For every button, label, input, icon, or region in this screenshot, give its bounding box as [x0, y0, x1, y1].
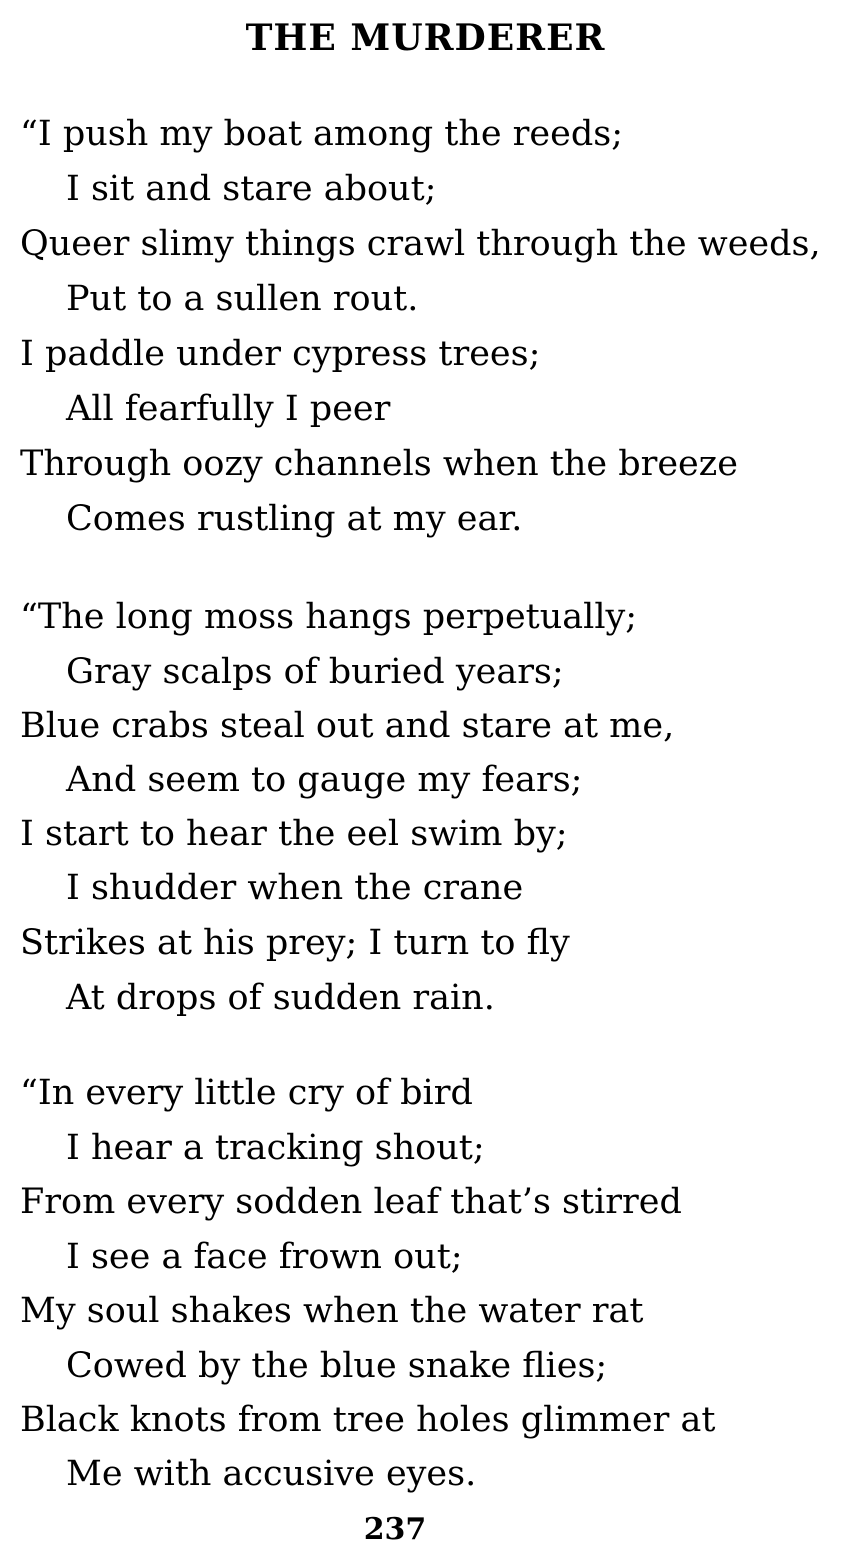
poem-line: From every sodden leaf that’s stirred	[20, 1182, 682, 1222]
poem-line: I paddle under cypress trees;	[20, 334, 541, 374]
poem-line: “The long moss hangs perpetually;	[20, 597, 638, 637]
poem-line: All fearfully I peer	[66, 389, 391, 429]
poem-line: At drops of sudden rain.	[66, 978, 495, 1018]
poem-line: Gray scalps of buried years;	[66, 652, 564, 692]
poem-line: Put to a sullen rout.	[66, 279, 419, 319]
poem-line: Black knots from tree holes glimmer at	[20, 1400, 716, 1440]
poem-line: Blue crabs steal out and stare at me,	[20, 706, 675, 746]
poem-line: Comes rustling at my ear.	[66, 499, 523, 539]
poem-line: I shudder when the crane	[66, 868, 524, 908]
poem-line: I hear a tracking shout;	[66, 1128, 485, 1168]
poem-line: Queer slimy things crawl through the weeds,	[20, 224, 821, 264]
poem-line: Through oozy channels when the breeze	[20, 444, 738, 484]
poem-line: Me with accusive eyes.	[66, 1454, 477, 1494]
poem-line: Strikes at his prey; I turn to fly	[20, 923, 570, 963]
poem-line: “In every little cry of bird	[20, 1073, 473, 1113]
poem-line: “I push my boat among the reeds;	[20, 114, 623, 154]
poem-title: THE MURDERER	[245, 17, 606, 59]
poem-line: I sit and stare about;	[66, 169, 437, 209]
poem-line: I start to hear the eel swim by;	[20, 814, 568, 854]
poem-line: I see a face frown out;	[66, 1237, 463, 1277]
page-number: 237	[363, 1512, 427, 1547]
poem-line: And seem to gauge my fears;	[66, 760, 583, 800]
poem-line: My soul shakes when the water rat	[20, 1291, 644, 1331]
poem-line: Cowed by the blue snake flies;	[66, 1346, 608, 1386]
